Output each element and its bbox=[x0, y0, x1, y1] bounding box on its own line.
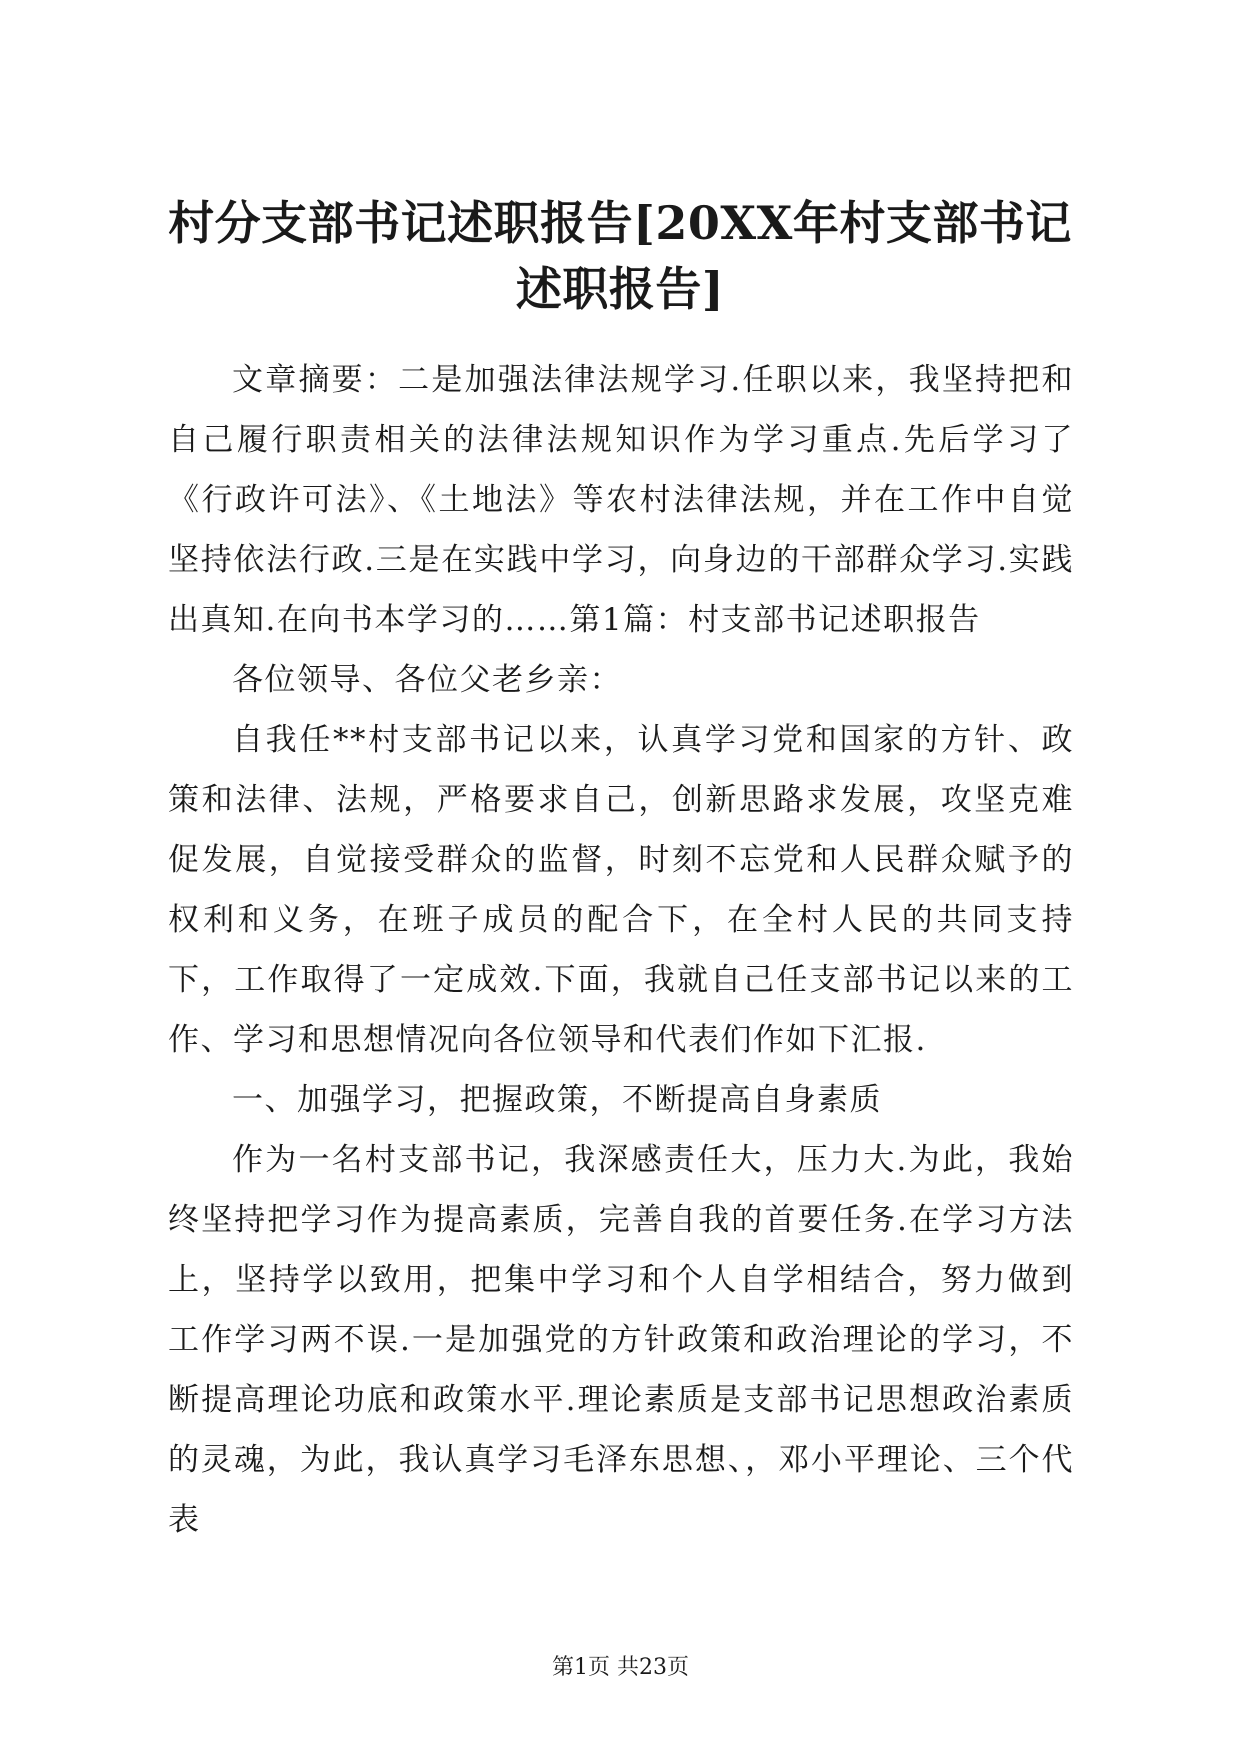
salutation-paragraph: 各位领导、各位父老乡亲： bbox=[232, 662, 622, 698]
section-paragraph: 作为一名村支部书记，我深感责任大，压力大.为此，我始终坚持把学习作为提高素质，完善自我的首要任务.在学习方法上，坚持学以致用，把集中学习和个人自学相结合，努力做到工作学习两不误.一是加强党的方针政策和政治理论的学习，不断提高理论功底和政策水平.理论素质是支部书记思想政治素质的灵魂，为此，我认真学习毛泽东思想、，邓小平理论、三个代表 bbox=[168, 1142, 1074, 1538]
page-footer: 第1页 共23页 bbox=[552, 1655, 689, 1680]
document-body bbox=[168, 350, 1074, 1550]
section-heading: 一、加强学习，把握政策，不断提高自身素质 bbox=[232, 1082, 882, 1118]
intro-paragraph: 自我任**村支部书记以来，认真学习党和国家的方针、政策和法律、法规，严格要求自己，创新思路求发展，攻坚克难促发展，自觉接受群众的监督，时刻不忘党和人民群众赋予的权利和义务，在班子成员的配合下，在全村人民的共同支持下，工作取得了一定成效.下面，我就自己任支部书记以来的工作、学习和思想情况向各位领导和代表们作如下汇报. bbox=[168, 722, 1074, 1058]
abstract-paragraph: 文章摘要：二是加强法律法规学习.任职以来，我坚持把和自己履行职责相关的法律法规知识作为学习重点.先后学习了《行政许可法》、《土地法》等农村法律法规，并在工作中自觉坚持依法行政.三是在实践中学习，向身边的干部群众学习.实践出真知.在向书本学习的……第1篇：村支部书记述职报告 bbox=[168, 362, 1074, 638]
document-title: 村分支部书记述职报告[20XX年村支部书记述职报告] bbox=[168, 196, 1072, 316]
